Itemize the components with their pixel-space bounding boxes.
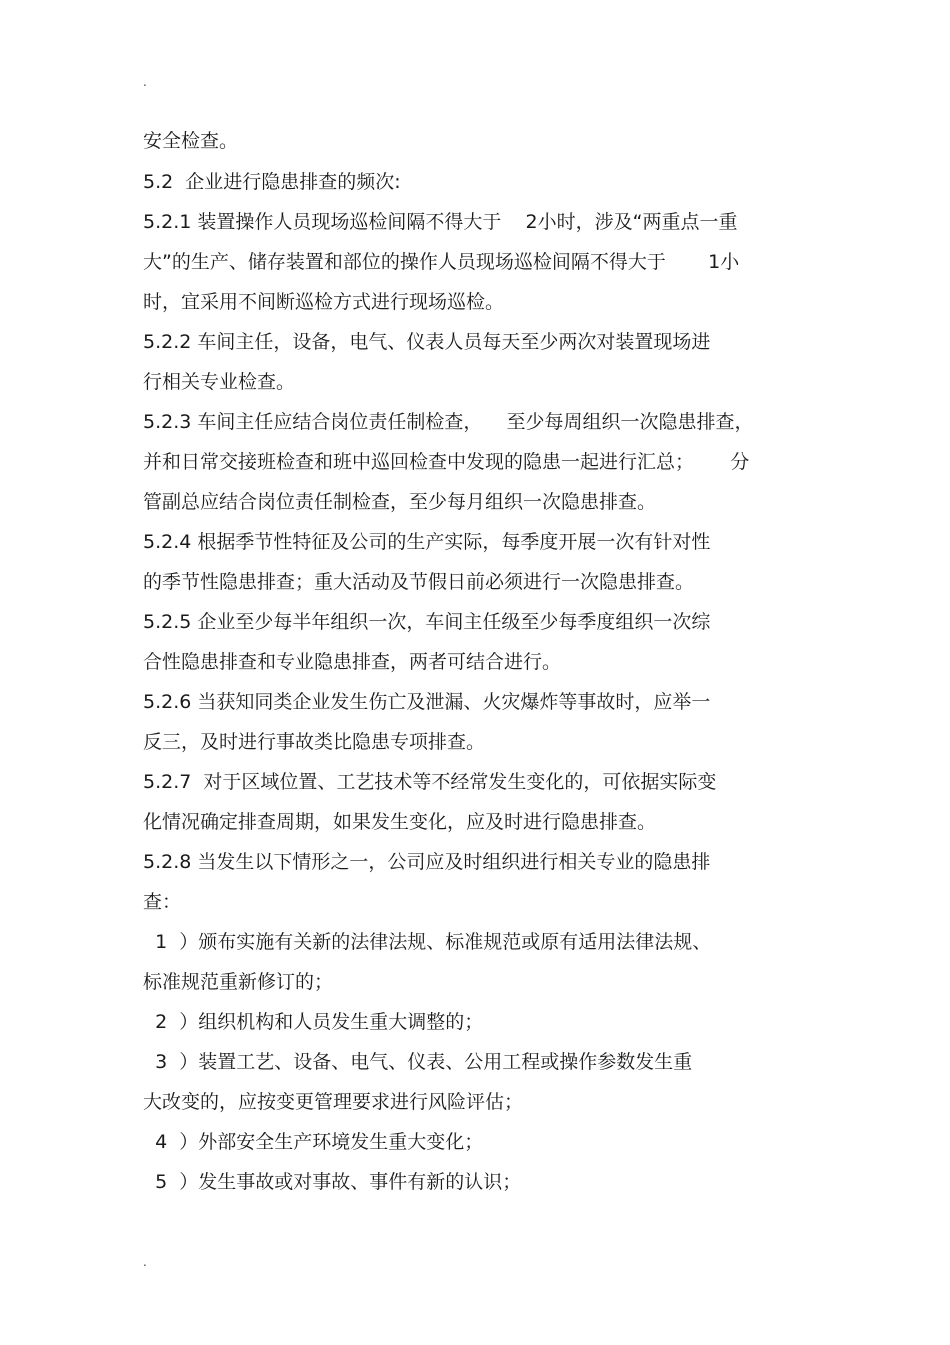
bottom-page-mark: . (143, 1255, 147, 1269)
text-line: 时，宜采用不间断巡检方式进行现场巡检。 (143, 291, 505, 313)
list-item-3: 3 ）装置工艺、设备、电气、仪表、公用工程或操作参数发生重 (143, 1051, 693, 1073)
list-item-1: 1 ）颁布实施有关新的法律法规、标准规范或原有适用法律法规、 (143, 931, 712, 953)
text-line: 5.2.2 车间主任，设备，电气、仪表人员每天至少两次对装置现场进 (143, 331, 711, 353)
text-line: 5.2.1 装置操作人员现场巡检间隔不得大于 2小时，涉及“两重点一重 (143, 211, 738, 233)
text-line: 5.2.5 企业至少每半年组织一次，车间主任级至少每季度组织一次综 (143, 611, 711, 633)
text-line: 管副总应结合岗位责任制检查，至少每月组织一次隐患排查。 (143, 491, 657, 513)
text-line: 5.2.6 当获知同类企业发生伤亡及泄漏、火灾爆炸等事故时，应举一 (143, 691, 711, 713)
text-line: 的季节性隐患排查；重大活动及节假日前必须进行一次隐患排查。 (143, 571, 695, 593)
top-page-mark: . (143, 75, 147, 89)
text-line: 查： (143, 891, 182, 913)
text-line: 化情况确定排查周期，如果发生变化，应及时进行隐患排查。 (143, 811, 657, 833)
text-line: 反三，及时进行事故类比隐患专项排查。 (143, 731, 486, 753)
list-item-2: 2 ）组织机构和人员发生重大调整的； (143, 1011, 484, 1033)
text-line: 大改变的，应按变更管理要求进行风险评估； (143, 1091, 524, 1113)
text-line: 大”的生产、储存装置和部位的操作人员现场巡检间隔不得大于 1小 (143, 251, 740, 273)
text-line: 5.2.8 当发生以下情形之一，公司应及时组织进行相关专业的隐患排 (143, 851, 711, 873)
text-line: 并和日常交接班检查和班中巡回检查中发现的隐患一起进行汇总； 分 (143, 451, 750, 473)
section-heading: 5.2 企业进行隐患排查的频次: (143, 171, 401, 193)
text-line: 安全检查。 (143, 130, 239, 152)
text-line: 合性隐患排查和专业隐患排查，两者可结合进行。 (143, 651, 562, 673)
text-line: 5.2.7 对于区域位置、工艺技术等不经常发生变化的，可依据实际变 (143, 771, 717, 793)
text-line: 行相关专业检查。 (143, 371, 296, 393)
text-line: 5.2.4 根据季节性特征及公司的生产实际，每季度开展一次有针对性 (143, 531, 711, 553)
text-line: 标准规范重新修订的； (143, 971, 334, 993)
text-line: 5.2.3 车间主任应结合岗位责任制检查， 至少每周组织一次隐患排查， (143, 411, 754, 433)
list-item-4: 4 ）外部安全生产环境发生重大变化； (143, 1131, 484, 1153)
list-item-5: 5 ）发生事故或对事故、事件有新的认识； (143, 1171, 522, 1193)
